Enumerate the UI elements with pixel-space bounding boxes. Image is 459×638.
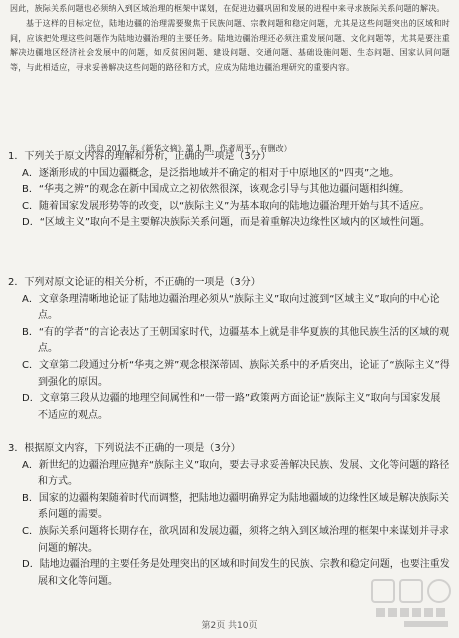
question-3-option-a: A．新世纪的边疆治理应抛弃“族际主义”取向，要去寻求妥善解决民族、发展、文化等问题的路径和方式。	[22, 459, 450, 488]
question-2-option-b: B．“有的学者”的言论表达了王朝国家时代，边疆基本上就是非华夏族的其他民族生活的区域的观点。	[22, 326, 450, 355]
question-2-option-d: D．文章第三段从边疆的地理空间属性和“一带一路”政策两方面论证“族际主义”取向与国家发展不适应的观点。	[22, 393, 441, 421]
question-2-option-c: C．文章第二段通过分析“华夷之辨”观念根深蒂固、族际关系中的矛盾突出，论证了“族际主义”得到强化的原因。	[22, 359, 450, 388]
question-3-option-b: B．国家的边疆构架随着时代而调整，把陆地边疆明确界定为陆地疆域的边缘性区域是解决族际关系问题的需要。	[22, 492, 449, 521]
page-footer: 第2页 共10页	[201, 621, 258, 631]
passage-source: （选自 2017 年《新华文摘》第 1 期，作者周平，有删改）	[80, 144, 292, 153]
question-1-option-d: D．“区域主义”取向不是主要解决族际关系问题，而是着重解决边缘性区域内的区域性问题。	[22, 217, 431, 229]
passage-line-1: 因此，族际关系问题也必须纳入到区域治理的框架中谋划，在促进边疆巩固和发展的进程中来寻求族际关系问题的解决。	[10, 4, 445, 13]
question-3-option-d: D．陆地边疆治理的主要任务是处理突出的区域和时间发生的民族、宗教和稳定问题，也要注重发展和文化等问题。	[22, 559, 450, 587]
question-3	[8, 441, 450, 590]
question-1-option-b: B．“华夷之辨”的观念在新中国成立之初依然很深，该观念引导与其他边疆问题相纠缠。	[22, 184, 410, 196]
reading-passage	[10, 2, 450, 76]
question-3-option-c: C．族际关系问题将长期存在，欲巩固和发展边疆，须将之纳入到区域治理的框架中来谋划并寻求问题的解决。	[22, 525, 449, 554]
question-2	[8, 275, 450, 424]
question-2-stem: 2．下列对原文论证的相关分析，不正确的一项是（3分）	[8, 277, 261, 288]
question-1-stem: 1．下列关于原文内容的理解和分析，正确的一项是（3分）	[8, 151, 271, 162]
question-3-stem: 3．根据原文内容，下列说法不正确的一项是（3分）	[8, 443, 241, 454]
question-1	[8, 149, 450, 232]
question-1-option-c: C．随着国家发展形势等的改变，以“族际主义”为基本取向的陆地边疆治理开始与其不适应。	[22, 200, 430, 212]
passage-paragraph-2: 基于这样的目标定位，陆地边疆的治理需要聚焦于民族问题、宗教问题和稳定问题，尤其是这些问题突出的区域和时间，应该把处理这些问题作为陆地边疆治理的主要任务。陆地边疆治理还必须注重发展问题、文化问题等，尤其是要注重解决边疆地区经济社会发展中的问题，如反贫困问题、建设问题、交通问题、基础设施问题、生态问题、国家认同问题等，与此相适应，寻求妥善解决这些问题的路径和方式，应成为陆地边疆治理研究的重要内容。	[10, 18, 450, 73]
watermark-logo	[368, 574, 454, 632]
question-1-option-a: A．逐渐形成的中国边疆概念，是泛指地域并不确定的相对于中原地区的“四夷”之地。	[22, 167, 400, 179]
question-2-option-a: A．文章条理清晰地论证了陆地边疆治理必须从“族际主义”取向过渡到“区域主义”取向的中心论点。	[22, 293, 440, 322]
